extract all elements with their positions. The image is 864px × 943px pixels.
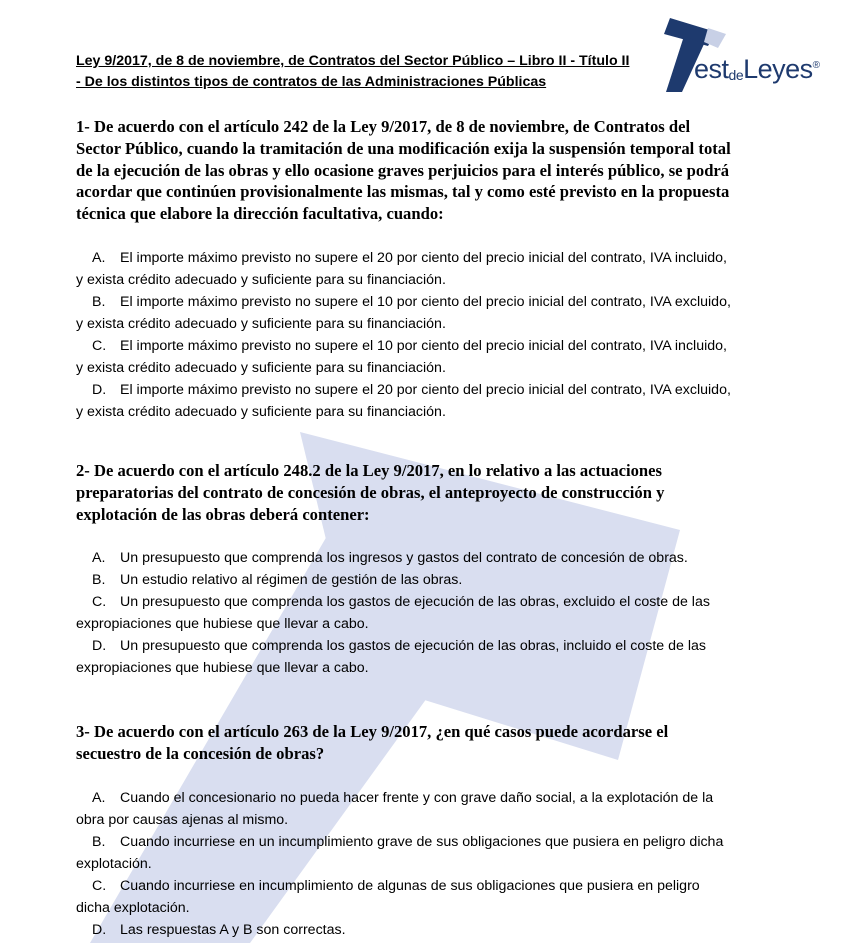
- option-a: [76, 787, 736, 831]
- option-a: [76, 547, 736, 569]
- question-1: [76, 116, 736, 423]
- question-text: 1- De acuerdo con el artículo 242 de la Ley 9/2017, de 8 de noviembre, de Contratos del Sector Público, cuando la tramitación de una modificación exija la suspensión temporal total de la ejecución de las obras y ello ocasione graves perjuicios para el interés público, se podrá acordar que continúen provisionalmente las mismas, tal y como esté previsto en la propuesta técnica que elabore la dirección facultativa, cuando:: [76, 117, 731, 224]
- option-letter: B.: [92, 293, 106, 310]
- option-letter: D.: [92, 638, 107, 655]
- option-d: [76, 919, 736, 941]
- option-letter: D.: [92, 921, 107, 938]
- header-line-1: Ley 9/2017, de 8 de noviembre, de Contratos del Sector Público – Libro II - Título II: [76, 53, 630, 69]
- question-2: [76, 460, 736, 679]
- option-letter: C.: [92, 337, 107, 354]
- option-letter: B.: [92, 833, 106, 850]
- document-header: [76, 51, 656, 93]
- option-text: Cuando incurriese en incumplimiento de algunas de sus obligaciones que pusiera en peligro dicha explotación.: [76, 877, 700, 916]
- option-c: [76, 591, 736, 635]
- testdeleyes-logo: [646, 14, 846, 94]
- option-letter: C.: [92, 877, 107, 894]
- option-letter: B.: [92, 572, 106, 589]
- option-d: [76, 379, 736, 423]
- question-text: 2- De acuerdo con el artículo 248.2 de la Ley 9/2017, en lo relativo a las actuaciones preparatorias del contrato de concesión de obras, el anteproyecto de construcción y explotación de las obras deberá contener:: [76, 461, 665, 524]
- option-b: [76, 831, 736, 875]
- option-a: [76, 247, 736, 291]
- question-text: 3- De acuerdo con el artículo 263 de la Ley 9/2017, ¿en qué casos puede acordarse el secuestro de la concesión de obras?: [76, 722, 669, 763]
- option-text: Cuando el concesionario no pueda hacer frente y con grave daño social, a la explotación de la obra por causas ajenas al mismo.: [76, 789, 714, 828]
- option-text: Cuando incurriese en un incumplimiento grave de sus obligaciones que pusiera en peligro dicha explotación.: [76, 833, 724, 872]
- option-letter: A.: [92, 789, 106, 806]
- option-text: El importe máximo previsto no supere el 10 por ciento del precio inicial del contrato, IVA incluido, y exista crédito adecuado y suficiente para su financiación.: [76, 337, 727, 376]
- option-letter: A.: [92, 550, 106, 567]
- question-3: [76, 721, 736, 941]
- option-b: [76, 291, 736, 335]
- header-line-2: - De los distintos tipos de contratos de las Administraciones Públicas: [76, 74, 547, 90]
- option-letter: D.: [92, 381, 107, 398]
- option-c: [76, 335, 736, 379]
- brand-wordmark: estdeLeyes®: [694, 54, 820, 84]
- option-text: Un presupuesto que comprenda los gastos de ejecución de las obras, excluido el coste de las expropiaciones que hubiese que llevar a cabo.: [76, 594, 710, 633]
- option-letter: A.: [92, 249, 106, 266]
- option-text: Las respuestas A y B son correctas.: [120, 921, 346, 938]
- option-text: Un presupuesto que comprenda los gastos de ejecución de las obras, incluido el coste de las expropiaciones que hubiese que llevar a cabo.: [76, 638, 706, 677]
- option-text: El importe máximo previsto no supere el 10 por ciento del precio inicial del contrato, IVA excluido, y exista crédito adecuado y suficiente para su financiación.: [76, 293, 731, 332]
- option-letter: C.: [92, 594, 107, 611]
- option-text: El importe máximo previsto no supere el 20 por ciento del precio inicial del contrato, IVA incluido, y exista crédito adecuado y suficiente para su financiación.: [76, 249, 727, 288]
- option-d: [76, 635, 736, 679]
- option-c: [76, 875, 736, 919]
- option-text: Un estudio relativo al régimen de gestión de las obras.: [120, 572, 463, 589]
- option-text: Un presupuesto que comprenda los ingresos y gastos del contrato de concesión de obras.: [120, 550, 688, 567]
- option-text: El importe máximo previsto no supere el 20 por ciento del precio inicial del contrato, IVA excluido, y exista crédito adecuado y suficiente para su financiación.: [76, 381, 731, 420]
- option-b: [76, 569, 736, 591]
